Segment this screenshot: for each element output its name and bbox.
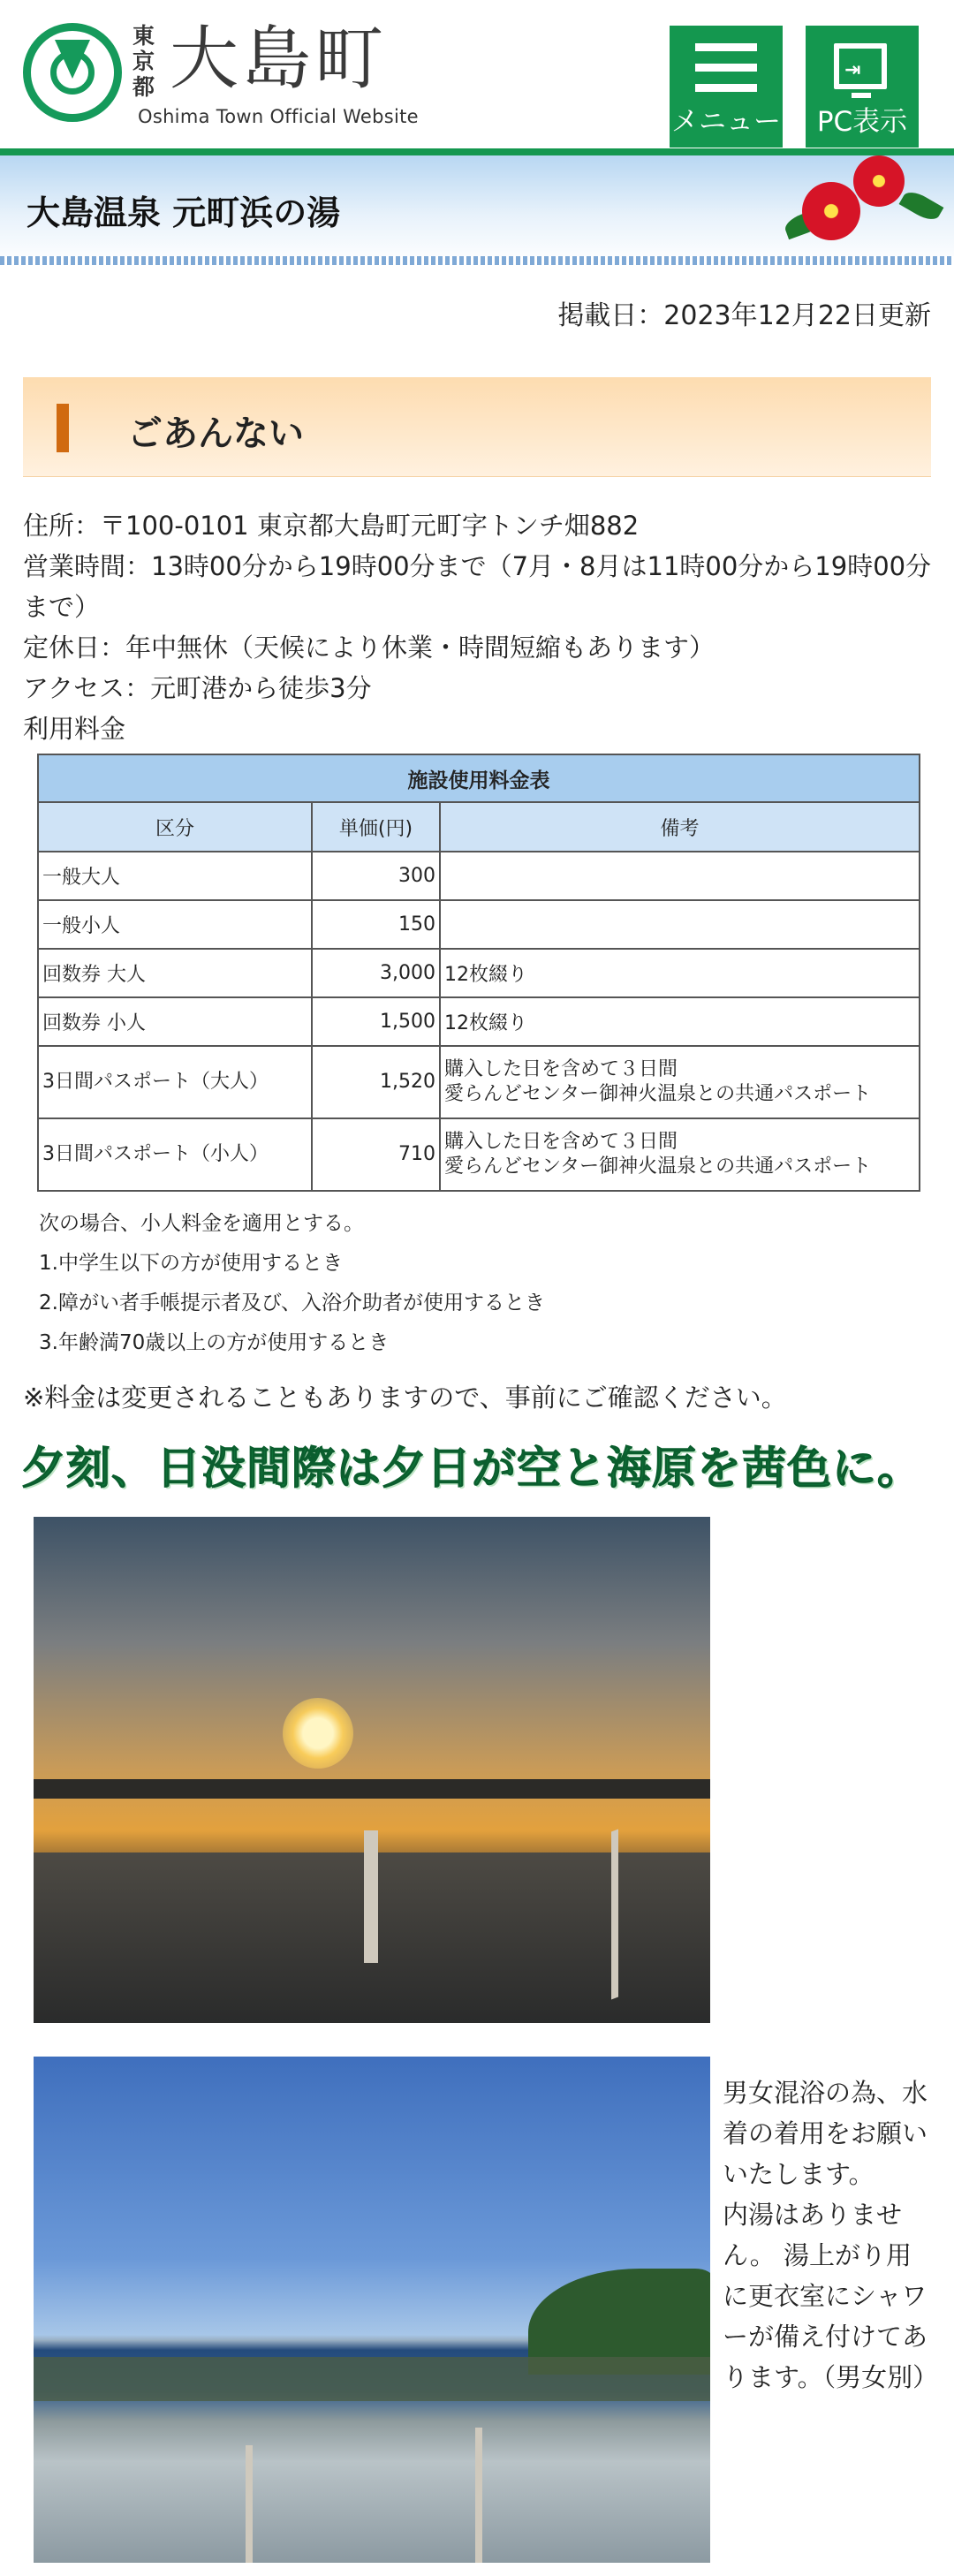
table-row (38, 900, 920, 949)
dotted-divider (0, 256, 954, 265)
facility-info (23, 505, 933, 749)
notes-item: 2.障がい者手帳提示者及び、入浴介助者が使用するとき (39, 1292, 546, 1315)
table-cell-category: 回数券 大人 (38, 949, 312, 997)
table-cell-category: 一般小人 (38, 900, 312, 949)
sunset-onsen-photo (34, 1517, 710, 2023)
page-title-band (0, 155, 954, 265)
table-cell-category: 回数券 小人 (38, 997, 312, 1046)
info-hours: 営業時間：13時00分から19時00分まで（7月・8月は11時00分から19時00分まで） (23, 551, 932, 622)
table-cell-note (440, 852, 920, 900)
notes-item: 1.中学生以下の方が使用するとき (39, 1252, 343, 1275)
hamburger-icon (695, 43, 757, 92)
logo-prefecture[interactable]: 東京都 (132, 23, 155, 100)
note-line: 購入した日を含めて３日間 (444, 1131, 678, 1153)
update-date: 掲載日：2023年12月22日更新 (557, 300, 931, 331)
fee-table (37, 754, 920, 1192)
page-title: 大島温泉 元町浜の湯 (26, 193, 341, 232)
sunset-catchphrase: 夕刻、日没間際は夕日が空と海原を茜色に。 (21, 1443, 922, 1494)
note-line: 愛らんどセンター御神火温泉との共通パスポート (444, 1083, 872, 1105)
table-cell-price: 150 (312, 900, 440, 949)
table-header-note: 備考 (440, 802, 920, 852)
logo-town-name[interactable]: 大島町 (170, 19, 388, 99)
table-cell-category: 一般大人 (38, 852, 312, 900)
table-cell-category: 3日間パスポート（大人） (38, 1046, 312, 1118)
logo-subtitle[interactable]: Oshima Town Official Website (138, 106, 419, 127)
emblem-vee (55, 40, 90, 79)
pc-view-button-label: PC表示 (816, 106, 908, 138)
header-divider (0, 148, 954, 155)
fee-change-warning: ※料金は変更されることもありますので、事前にご確認ください。 (23, 1383, 787, 1413)
info-fee-label: 利用料金 (23, 714, 126, 744)
table-cell-price: 300 (312, 852, 440, 900)
rocks-shape (34, 2357, 710, 2401)
table-cell-price: 1,520 (312, 1046, 440, 1118)
pc-view-button[interactable] (806, 26, 919, 148)
handrail-shape (371, 1830, 378, 1963)
info-holiday: 定休日：年中無休（天候により休業・時間短縮もあります） (23, 633, 716, 663)
table-cell-price: 3,000 (312, 949, 440, 997)
site-header (0, 0, 954, 150)
section-heading-bar (57, 404, 69, 452)
handrail-shape (246, 2445, 253, 2563)
table-header-price: 単価(円) (312, 802, 440, 852)
menu-button[interactable] (670, 26, 783, 148)
table-row (38, 852, 920, 900)
table-cell-note: 12枚綴り (440, 949, 920, 997)
note-line: 購入した日を含めて３日間 (444, 1058, 678, 1080)
note-line: 愛らんどセンター御神火温泉との共通パスポート (444, 1155, 872, 1178)
info-address: 住所：〒100-0101 東京都大島町元町字トンチ畑882 (23, 511, 640, 541)
table-cell-note: 12枚綴り (440, 997, 920, 1046)
table-cell-price: 1,500 (312, 997, 440, 1046)
table-cell-price: 710 (312, 1118, 440, 1191)
section-title: ごあんない (127, 413, 304, 454)
table-cell-note (440, 1118, 920, 1191)
horizon-band (34, 1779, 710, 1799)
pc-monitor-icon: ⇥ (834, 43, 887, 89)
table-cell-category: 3日間パスポート（小人） (38, 1118, 312, 1191)
table-cell-note (440, 1046, 920, 1118)
daytime-onsen-photo (34, 2057, 710, 2563)
table-row (38, 997, 920, 1046)
info-access: アクセス：元町港から徒歩3分 (23, 673, 372, 703)
handrail-shape (475, 2428, 482, 2563)
camellia-flower-icon (853, 155, 905, 207)
table-cell-note (440, 900, 920, 949)
sun-shape (283, 1698, 353, 1769)
handrail-shape (611, 1830, 618, 2000)
table-header-category: 区分 (38, 802, 312, 852)
notes-intro: 次の場合、小人料金を適用とする。 (39, 1212, 364, 1235)
camellia-leaf-icon (899, 187, 944, 224)
menu-button-label: メニュー (671, 106, 781, 138)
section-heading (23, 377, 931, 477)
table-row (38, 949, 920, 997)
swimwear-notice: 男女混浴の為、水着の着用をお願いいたします。 内湯はありません。 湯上がり用に更衣室にシャワーが備え付けてあります。（男女別） (723, 2078, 939, 2392)
handrail-shape (364, 1830, 371, 1963)
fee-table-caption: 施設使用料金表 (38, 754, 920, 802)
town-emblem-icon[interactable] (23, 23, 122, 122)
notes-item: 3.年齢満70歳以上の方が使用するとき (39, 1331, 390, 1354)
camellia-flower-icon (802, 182, 860, 240)
child-fee-notes (39, 1204, 545, 1363)
table-row (38, 1118, 920, 1191)
table-row (38, 1046, 920, 1118)
